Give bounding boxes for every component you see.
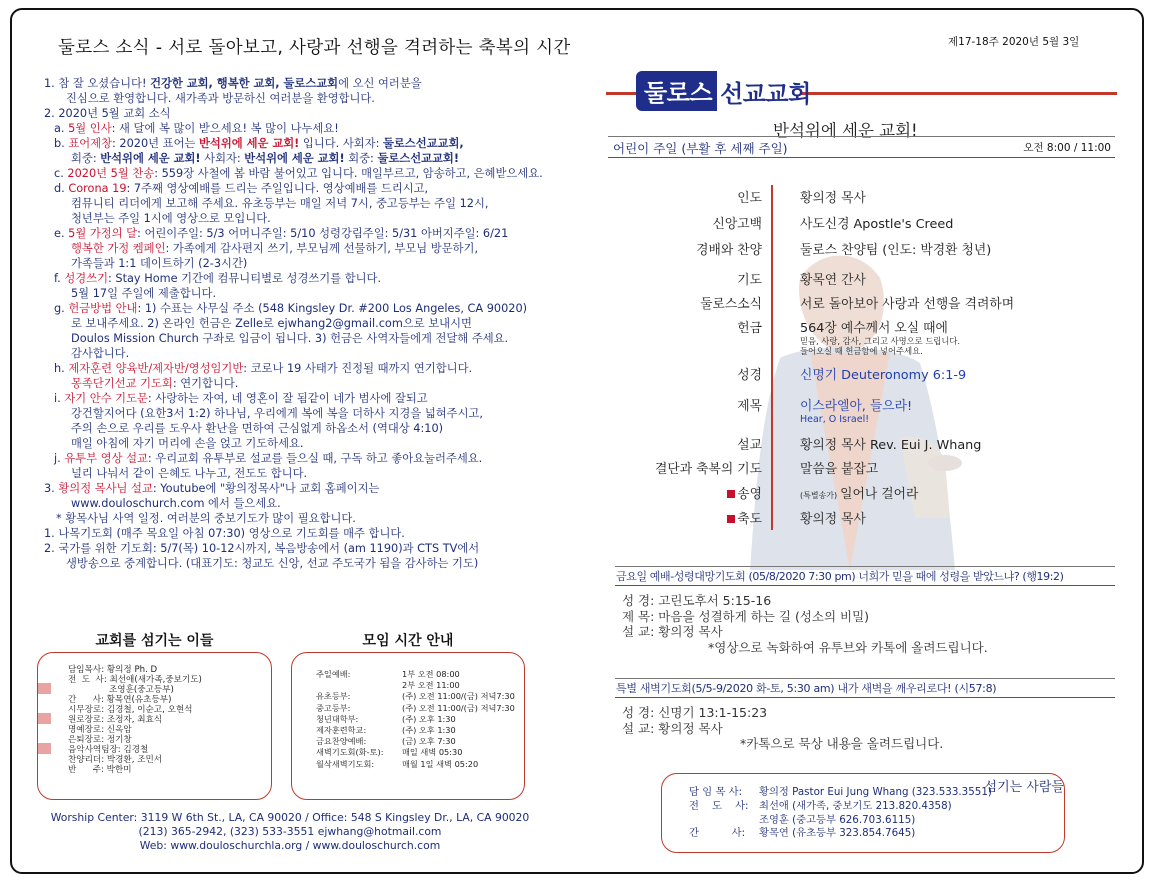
- order-value: [800, 317, 960, 356]
- order-value-text: 황목연 간사: [800, 273, 866, 288]
- notice-text: a.: [54, 122, 69, 135]
- notice-line: [44, 406, 574, 421]
- notice-line: [44, 361, 574, 376]
- order-value-text: 이스라엘아, 들으라!: [800, 399, 913, 414]
- order-label-text: 인도: [737, 191, 762, 206]
- meetings-list: [316, 669, 515, 770]
- order-value-text: 황의정 목사 Rev. Eui J. Whang: [800, 438, 982, 453]
- notice-text: 사회자:: [200, 152, 245, 165]
- notice-text: 강건할지어다 (요한3서 1:2) 하나님, 우리에게 복에 복을 더하사 지경을 넓혀주시고,: [71, 407, 483, 420]
- order-label-text: 기도: [737, 273, 762, 288]
- notice-text: 유투부 영상 설교: [64, 452, 148, 465]
- notice-line: [44, 181, 574, 196]
- staff-row: 담임목사: 황의정 Ph. D: [68, 665, 158, 675]
- notice-text: 반석위에 세운 교회!: [244, 152, 345, 165]
- order-label: [737, 395, 762, 414]
- order-value: [800, 293, 1014, 312]
- order-label-text: 송영: [737, 487, 762, 502]
- notice-text: : 어린이주일: 5/3 어머니주일: 5/10 성령강림주일: 5/31 아버지주일: 6/21: [137, 227, 509, 240]
- notice-text: Corona 19: [68, 182, 127, 195]
- notice-line: [44, 271, 574, 286]
- notice-text: g.: [54, 302, 69, 315]
- notice-text: 몽족단기선교 기도회: [71, 377, 173, 390]
- order-value-text: 둘로스 찬양팀 (인도: 박경환 청년): [800, 243, 992, 258]
- server-name: 황목연 (유초등부 323.854.7645): [759, 827, 916, 840]
- notice-text: 로 보내주세요. 2) 온라인 헌금은 Zelle로 ejwhang2@gmail.com으로 보내시면: [71, 317, 472, 330]
- notice-text: 5월 가정의 달: [68, 227, 138, 240]
- notice-text: www.douloschurch.com 에서 들으세요.: [71, 497, 281, 510]
- meeting-row: [316, 680, 515, 691]
- notice-text: 행복한 가정 켐페인: [71, 242, 166, 255]
- order-label: [737, 364, 762, 383]
- logo-block: 둘로스: [636, 71, 717, 111]
- notice-line: [44, 286, 574, 301]
- notice-text: 매일 아침에 자기 머리에 손을 얹고 기도하세요.: [71, 437, 304, 450]
- notice-text: e.: [54, 227, 69, 240]
- meeting-label: 중고등부:: [316, 702, 351, 713]
- staff-row: 명예장로: 신옥암: [68, 725, 132, 735]
- notice-text: : Youtube에 "황의정목사"나 교회 홈페이지는: [152, 482, 380, 495]
- notice-text: : Stay Home 기간에 컴뮤니티별로 성경쓰기를 합니다.: [108, 272, 382, 285]
- dawn-service-bar: [615, 678, 1115, 698]
- notice-text: * 황목사님 사역 일정. 여러분의 중보기도가 많이 필요합니다.: [56, 512, 356, 525]
- notice-line: [44, 136, 574, 151]
- friday-scripture: 성 경: 고린도후서 5:15-16: [622, 593, 772, 608]
- bulletin-date: 제17-18주 2020년 5월 3일: [948, 36, 1080, 48]
- order-sub: 들어오실 때 헌금함에 넣어주세요.: [800, 346, 923, 356]
- staff-list: [68, 665, 202, 775]
- order-value: [800, 213, 953, 232]
- notice-text: 황의정 목사님 설교: [58, 482, 153, 495]
- notice-line: [44, 256, 574, 271]
- order-value: [800, 434, 981, 453]
- dawn-preacher: 설 교: 황의정 목사: [622, 720, 723, 736]
- order-value-text: 황의정 목사: [800, 512, 866, 527]
- meeting-time: 2부 오전 11:00: [402, 680, 460, 691]
- notice-line: [44, 196, 574, 211]
- red-square-icon: [727, 515, 735, 523]
- notice-line: [44, 556, 574, 571]
- notice-line: [44, 496, 574, 511]
- notice-line: [44, 526, 574, 541]
- order-label: [713, 213, 762, 232]
- logo-text: 선교교회: [720, 79, 811, 108]
- footer-web: Web: www.douloschurchla.org / www.douloschurch.com: [139, 839, 441, 852]
- meeting-time: (주) 오후 1:30: [402, 725, 456, 736]
- order-label-text: 축도: [737, 512, 762, 527]
- staff-row: 조영훈(중고등부): [68, 685, 174, 695]
- staff-row: 원로장로: 조정자, 최효식: [68, 715, 163, 725]
- notice-text: c.: [54, 167, 68, 180]
- notice-text: 가족들과 1:1 데이트하기 (2-3시간): [71, 257, 248, 270]
- worship-title: 어린이 주일 (부활 후 세째 주일): [613, 141, 788, 156]
- order-label: [737, 434, 762, 453]
- order-value: [800, 364, 966, 383]
- friday-service-details: [622, 593, 988, 655]
- notice-line: [44, 376, 574, 391]
- notice-text: 3.: [44, 482, 59, 495]
- order-value: [800, 239, 991, 258]
- dawn-service-title: 특별 새벽기도회(5/5-9/2020 화-토, 5:30 am) 내가 새벽을 깨우리로다! (시57:8): [616, 682, 997, 695]
- meeting-time: (금) 오후 7:30: [402, 736, 456, 747]
- server-name: 최선애 (새가족, 중보기도 213.820.4358): [759, 799, 952, 812]
- notice-text: 생방송으로 중계합니다. (대표기도: 청교도 신앙, 선교 주도국가 됨을 감사하는 기도): [66, 557, 479, 570]
- order-label: [727, 483, 762, 502]
- notice-text: 제자훈련 양육반/제자반/영성임기반: [68, 362, 244, 375]
- order-label-text: 제목: [737, 399, 762, 414]
- notice-text: 둘로스선교교회,: [382, 137, 464, 150]
- meeting-row: [316, 736, 515, 747]
- staff-box: [37, 652, 272, 800]
- notice-text: j.: [54, 452, 65, 465]
- meeting-time: 매일 새벽 05:30: [402, 747, 463, 758]
- meeting-label: 제자훈련학교:: [316, 725, 367, 736]
- order-label-text: 설교: [737, 438, 762, 453]
- notice-text: 반석위에 세운 교회!: [100, 152, 201, 165]
- server-role: 전 도 사:: [689, 799, 749, 812]
- notice-text: 표어제창: [68, 137, 113, 150]
- notice-text: 진심으로 환영합니다. 새가족과 방문하신 여러분을 환영합니다.: [66, 92, 375, 105]
- meeting-label: 유초등부:: [316, 691, 351, 702]
- notice-text: 2020년 5월 찬송: [67, 167, 155, 180]
- dawn-service-details: [622, 705, 943, 752]
- notice-line: [44, 151, 574, 166]
- notice-line: [44, 316, 574, 331]
- meeting-label: 월삭새벽기도회:: [316, 758, 375, 769]
- notices-list: [44, 76, 574, 571]
- order-value: [800, 395, 912, 425]
- notice-line: [44, 241, 574, 256]
- notice-text: 2. 2020년 5월 교회 소식: [44, 107, 171, 120]
- notice-text: 널리 나눠서 같이 은혜도 나누고, 전도도 합니다.: [71, 467, 308, 480]
- order-value: [800, 458, 878, 477]
- staff-title: 교회를 섬기는 이들: [95, 633, 214, 649]
- notice-text: : 우리교회 유투부로 설교를 들으실 때, 구독 하고 좋아요눌러주세요.: [147, 452, 483, 465]
- notice-text: 주의 손으로 우리를 도우사 환난을 면하여 근심없게 하옵소서 (역대상 4:10): [71, 422, 444, 435]
- notice-text: b.: [54, 137, 69, 150]
- server-name: 황의정 Pastor Eui Jung Whang (323.533.3551): [759, 786, 992, 798]
- order-label: [737, 317, 762, 336]
- notice-text: 회중:: [71, 152, 101, 165]
- staff-row: 음악사역팀장: 김경철: [68, 745, 149, 755]
- order-label-text: 둘로스소식: [700, 297, 762, 312]
- order-value-text: 신명기 Deuteronomy 6:1-9: [800, 368, 967, 383]
- server-row: [689, 786, 992, 800]
- meetings-title: 모임 시간 안내: [362, 633, 454, 649]
- notice-text: 성경쓰기: [64, 272, 108, 285]
- order-label: [737, 187, 762, 206]
- notice-line: [44, 166, 574, 181]
- header-rule: [606, 92, 636, 95]
- notice-text: f.: [54, 272, 65, 285]
- decor-bar: [38, 683, 51, 694]
- notice-line: [44, 481, 574, 496]
- order-label: [696, 239, 762, 258]
- decor-bar: [38, 713, 51, 724]
- meeting-label: [316, 680, 402, 691]
- notice-text: 5월 인사: [68, 122, 112, 135]
- meeting-row: [316, 669, 515, 680]
- notice-text: : 2020년 표어는: [112, 137, 199, 150]
- staff-row: 찬양리더: 박경환, 조민서: [68, 755, 163, 765]
- notice-text: 자기 안수 기도문: [64, 392, 148, 405]
- order-value-en: Hear, O Israel!: [800, 414, 870, 425]
- order-value: [800, 508, 866, 527]
- notice-line: [44, 541, 574, 556]
- meeting-row: [316, 747, 515, 758]
- dawn-note: *카톡으로 묵상 내용을 올려드립니다.: [740, 736, 944, 751]
- staff-row: 은퇴장로: 정기창: [68, 735, 132, 745]
- notice-text: 반석위에 세운 교회!: [199, 137, 300, 150]
- church-contact-footer: [40, 811, 540, 853]
- notice-text: : 559장 사철에 봄 바람 불어있고 입니다. 매일부르고, 암송하고, 은혜받으세요.: [154, 167, 543, 180]
- meeting-time: (주) 오후 1:30: [402, 713, 456, 724]
- server-row: [689, 827, 992, 841]
- notice-line: [44, 451, 574, 466]
- order-label-text: 경배와 찬양: [696, 243, 762, 258]
- order-label-text: 결단과 축복의 기도: [654, 462, 762, 477]
- notice-text: : 새 달에 복 많이 받으세요! 복 많이 나누세요!: [111, 122, 339, 135]
- order-value: [800, 187, 866, 206]
- footer-phone: (213) 365-2942, (323) 533-3551 ejwhang@hotmail.com: [138, 825, 442, 838]
- friday-preacher: 설 교: 황의정 목사: [622, 624, 723, 639]
- notice-text: Doulos Mission Church 구좌로 입금이 됩니다. 3) 헌금은 사역자들에게 전달해 주세요.: [71, 332, 509, 345]
- server-row: [689, 800, 992, 814]
- friday-topic: 제 목: 마음을 성결하게 하는 길 (성소의 비밀): [622, 608, 870, 624]
- notice-text: 둘로스선교교회!: [377, 152, 459, 165]
- notice-text: h.: [54, 362, 69, 375]
- church-logo: [636, 73, 811, 109]
- order-value-text: 황의정 목사: [800, 191, 866, 206]
- meeting-time: (주) 오전 11:00/(금) 저녁7:30: [402, 702, 515, 713]
- notice-text: 감사합니다.: [71, 347, 130, 360]
- meeting-row: [316, 703, 515, 714]
- order-divider: [771, 185, 773, 530]
- staff-row: 시무장로: 김경철, 이순고, 오현석: [68, 705, 193, 715]
- order-label: [737, 269, 762, 288]
- staff-row: 전 도 사: 최선애(새가족,중보기도): [68, 675, 202, 685]
- notice-line: [44, 436, 574, 451]
- notice-line: [44, 106, 574, 121]
- meeting-label: 청년대학부:: [316, 713, 359, 724]
- red-square-icon: [727, 490, 735, 498]
- servers-title: 섬기는 사람들: [984, 780, 1064, 795]
- worship-title-bar: [608, 136, 1115, 158]
- server-row: [689, 814, 992, 828]
- notice-line: [44, 226, 574, 241]
- friday-note: *영상으로 녹화하여 유투브와 카톡에 올려드립니다.: [708, 639, 988, 655]
- notice-text: 1. 나목기도회 (매주 목요일 아침 07:30) 영상으로 기도회를 매주 합니다.: [44, 527, 405, 540]
- staff-row: 간 사: 황목연(유초등부): [68, 695, 172, 705]
- order-value-text: 서로 돌아보아 사랑과 선행을 격려하며: [800, 297, 1015, 312]
- order-sub: 믿음, 사랑, 감사, 그리고 사명으로 드립니다.: [800, 336, 960, 346]
- meeting-label: 금요찬양예배:: [316, 736, 367, 747]
- order-label-text: 신앙고백: [712, 217, 762, 232]
- notice-line: [44, 391, 574, 406]
- notice-line: [44, 121, 574, 136]
- notice-text: 회중:: [344, 152, 378, 165]
- notice-line: [44, 346, 574, 361]
- meeting-row: [316, 759, 515, 770]
- notice-line: [44, 91, 574, 106]
- notice-line: [44, 211, 574, 226]
- order-label-text: 성경: [737, 368, 762, 383]
- meeting-label: 새벽기도회(화-토):: [316, 747, 384, 758]
- notice-line: [44, 331, 574, 346]
- news-header-title: 둘로스 소식 - 서로 돌아보고, 사랑과 선행을 격려하는 축복의 시간: [58, 38, 571, 58]
- notice-text: : 가족에게 감사편지 쓰기, 부모님께 선물하기, 부모님 방문하기,: [165, 242, 479, 255]
- order-value: [800, 483, 918, 502]
- meeting-time: 1부 오전 08:00: [402, 669, 460, 679]
- server-role: 간 사:: [689, 827, 746, 840]
- order-value-text: 말씀을 붙잡고: [800, 462, 879, 477]
- notice-line: [44, 301, 574, 316]
- notice-text: i.: [54, 392, 65, 405]
- dawn-scripture: 성 경: 신명기 13:1-15:23: [622, 705, 768, 720]
- notice-text: : 사랑하는 자여, 네 영혼이 잘 됨같이 네가 범사에 잘되고: [147, 392, 428, 405]
- notice-text: 입니다. 사회자:: [299, 137, 383, 150]
- notice-text: 청년부는 주일 1시에 영상으로 모입니다.: [71, 212, 271, 225]
- notice-text: : 1) 수표는 사무실 주소 (548 Kingsley Dr. #200 Los Angeles, CA 90020): [137, 302, 528, 315]
- notice-text: 에 오신 여러분을: [338, 77, 422, 90]
- order-label: [700, 293, 762, 312]
- worship-time: 오전 8:00 / 11:00: [1023, 142, 1111, 154]
- server-name: 조영훈 (중고등부 626.703.6115): [759, 813, 916, 826]
- notice-text: 2. 국가를 위한 기도회: 5/7(목) 10-12시까지, 복음방송에서 (am 1190)과 CTS TV에서: [44, 542, 480, 555]
- order-label: [655, 458, 762, 477]
- meeting-row: [316, 725, 515, 736]
- notice-text: 1. 참 잘 오셨습니다!: [44, 77, 151, 90]
- staff-row: 반 주: 박한미: [68, 765, 132, 775]
- meeting-label: 주일예배:: [316, 669, 351, 679]
- order-value: [800, 269, 866, 288]
- meeting-time: 매월 1일 새벽 05:20: [402, 758, 479, 769]
- servers-box: [661, 773, 1065, 853]
- notice-text: : 연기합니다.: [172, 377, 239, 390]
- order-label-text: 헌금: [737, 321, 762, 336]
- notice-line: [44, 466, 574, 481]
- server-role: 담 임 목 사:: [689, 786, 743, 798]
- server-role: [689, 814, 759, 828]
- notice-text: : 코로나 19 사태가 진정될 때까지 연기합니다.: [243, 362, 473, 375]
- friday-service-title: 금요일 예배-성령대망기도회 (05/8/2020 7:30 pm) 너희가 믿을 때에 성령을 받았느냐? (행19:2): [616, 570, 1064, 583]
- order-value-text: 564장 예수께서 오실 때에: [800, 321, 948, 336]
- notice-line: [44, 511, 574, 526]
- footer-address: Worship Center: 3119 W 6th St., LA, CA 90020 / Office: 548 S Kingsley Dr., LA, CA 90020: [50, 811, 530, 824]
- meeting-time: (주) 오전 11:00/(금) 저녁7:30: [402, 691, 515, 702]
- order-value-text: 일어나 걸어라: [840, 487, 919, 502]
- notice-text: 건강한 교회, 행복한 교회, 둘로스교회: [150, 77, 339, 90]
- notice-text: 헌금방법 안내: [68, 302, 138, 315]
- header-rule: [800, 92, 1117, 95]
- meeting-row: [316, 714, 515, 725]
- notice-line: [44, 421, 574, 436]
- order-value-text: 사도신경 Apostle's Creed: [800, 217, 954, 232]
- notice-text: : 7주째 영상예배를 드리는 주일입니다. 영상예배를 드리시고,: [126, 182, 429, 195]
- decor-bar: [38, 743, 51, 754]
- order-prefix: (특별송가): [800, 491, 838, 500]
- church-motto: 반석위에 세운 교회!: [773, 121, 918, 140]
- notice-text: d.: [54, 182, 69, 195]
- notice-text: 5월 17일 주일에 제출합니다.: [71, 287, 217, 300]
- order-label: [727, 508, 762, 527]
- meetings-box: [291, 652, 525, 800]
- servers-list: [689, 786, 992, 841]
- meeting-row: [316, 691, 515, 702]
- notice-text: 컴뮤니티 리더에게 보고해 주세요. 유초등부는 매일 저녁 7시, 중고등부는 주일 12시,: [71, 197, 489, 210]
- notice-line: [44, 76, 574, 91]
- friday-service-bar: [615, 566, 1115, 586]
